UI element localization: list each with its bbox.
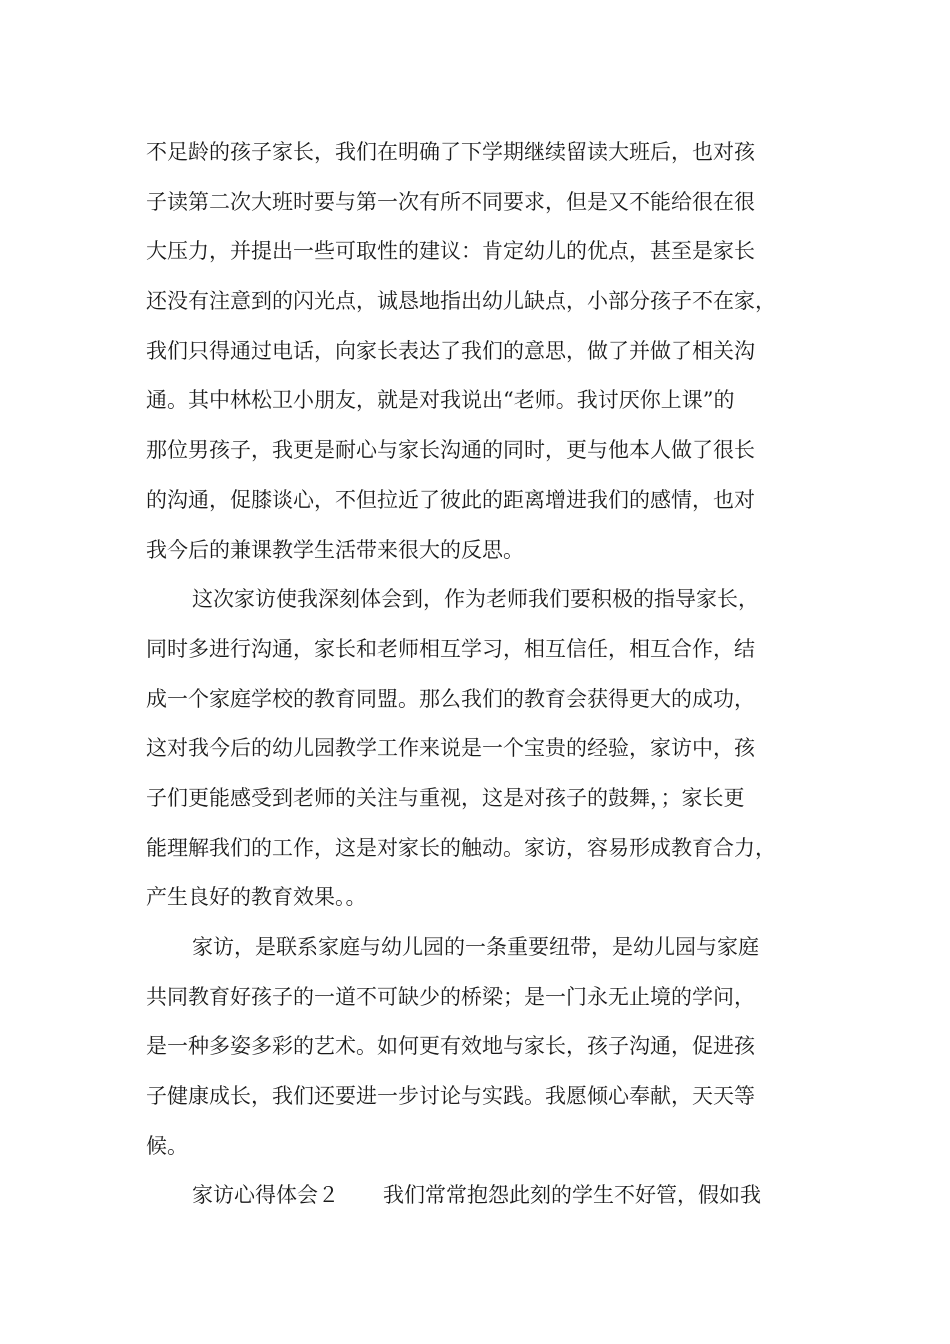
section-heading-line — [146, 1171, 826, 1221]
text-line: 候。 — [146, 1133, 188, 1158]
text-line: 这对我今后的幼儿园教学工作来说是一个宝贵的经验，家访中，孩 — [146, 736, 755, 761]
paragraph — [146, 575, 826, 923]
text-line: 那位男孩子，我更是耐心与家长沟通的同时，更与他本人做了很长 — [146, 438, 755, 463]
text-line: 子们更能感受到老师的关注与重视，这是对孩子的鼓舞，；家长更 — [146, 785, 745, 810]
paragraph — [146, 923, 826, 1171]
text-line: 成一个家庭学校的教育同盟。那么我们的教育会获得更大的成功， — [146, 686, 755, 711]
text-line: 还没有注意到的闪光点，诚恳地指出幼儿缺点，小部分孩子不在家， — [146, 289, 776, 314]
text-line: 大压力，并提出一些可取性的建议：肯定幼儿的优点，甚至是家长 — [146, 239, 755, 264]
text-line: 我今后的兼课教学生活带来很大的反思。 — [146, 537, 524, 562]
paragraph — [146, 128, 826, 575]
section-text: 我们常常抱怨此刻的学生不好管，假如我 — [383, 1183, 761, 1208]
text-line: 子读第二次大班时要与第一次有所不同要求，但是又不能给很在很 — [146, 189, 755, 214]
text-line: 共同教育好孩子的一道不可缺少的桥梁；是一门永无止境的学问， — [146, 984, 755, 1009]
text-line: 能理解我们的工作，这是对家长的触动。家访，容易形成教育合力， — [146, 835, 776, 860]
text-line: 不足龄的孩子家长，我们在明确了下学期继续留读大班后，也对孩 — [146, 140, 755, 164]
text-line: 产生良好的教育效果。。 — [146, 885, 367, 910]
text-line: 我们只得通过电话，向家长表达了我们的意思，做了并做了相关沟 — [146, 338, 755, 363]
document-body — [146, 128, 826, 1221]
text-line: 这次家访使我深刻体会到，作为老师我们要积极的指导家长， — [192, 587, 759, 612]
text-line: 子健康成长，我们还要进一步讨论与实践。我愿倾心奉献，天天等 — [146, 1084, 755, 1109]
text-line: 通。其中林松卫小朋友，就是对我说出“老师。我讨厌你上课”的 — [146, 388, 735, 413]
text-line: 同时多进行沟通，家长和老师相互学习，相互信任，相互合作，结 — [146, 636, 755, 661]
text-line: 家访，是联系家庭与幼儿园的一条重要纽带，是幼儿园与家庭 — [192, 935, 759, 959]
text-line: 是一种多姿多彩的艺术。如何更有效地与家长，孩子沟通，促进孩 — [146, 1034, 755, 1059]
section-heading: 家访心得体会２ — [192, 1183, 339, 1208]
text-line: 的沟通，促膝谈心，不但拉近了彼此的距离增进我们的感情，也对 — [146, 487, 755, 512]
